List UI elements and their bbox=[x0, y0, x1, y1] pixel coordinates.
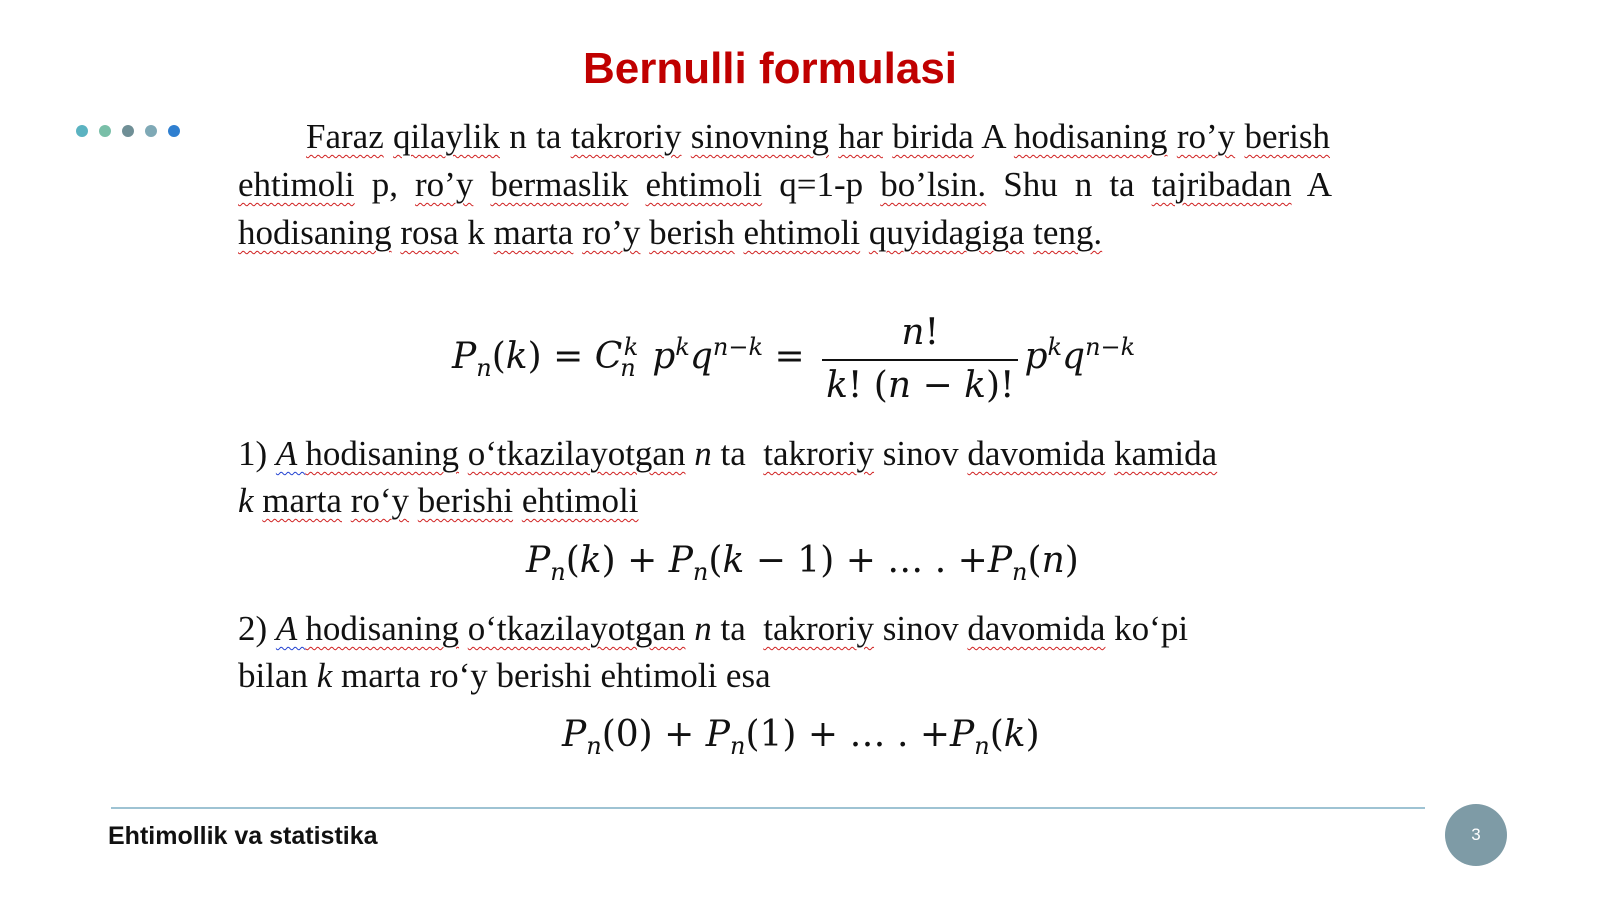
spellcheck-word: Faraz bbox=[306, 117, 384, 156]
formula-rhs: $p^kq^{n-k}$ bbox=[1024, 333, 1136, 377]
dot-4 bbox=[145, 125, 157, 137]
fraction-denominator: k! (n − k)! bbox=[822, 359, 1018, 406]
spellcheck-word: ehtimoli bbox=[743, 213, 861, 252]
item-2-line-1: 2) A hodisaning o‘tkazilayotgan n ta takroriy sinov davomida ko‘pi bbox=[238, 609, 1189, 648]
spellcheck-word: bo’lsin. bbox=[880, 165, 987, 204]
item-2-text bbox=[238, 605, 1338, 699]
spellcheck-word: takroriy bbox=[570, 117, 682, 156]
formula-fraction bbox=[822, 312, 1018, 406]
spellcheck-word: ro’y bbox=[415, 165, 474, 204]
dot-2 bbox=[99, 125, 111, 137]
spellcheck-word: berish bbox=[1244, 117, 1330, 156]
footer-course-title: Ehtimollik va statistika bbox=[108, 822, 378, 850]
item-2-line-2: bilan k marta ro‘y berishi ehtimoli esa bbox=[238, 656, 771, 695]
item-2-formula: $P_n(0) + P_n(1)$ + … . $+P_n(k)$ bbox=[562, 714, 1040, 761]
intro-text: Faraz qilaylik n ta takroriy sinovning har birida A hodisaning ro’y berish ehtimoli p, ro’y bermaslik ehtimoli q=1-p bo’lsin. Shu n ta tajribadan A hodisaning rosa k marta ro’y berish ehtimoli quyidagiga teng. bbox=[238, 117, 1331, 252]
spellcheck-word: ehtimoli bbox=[645, 165, 763, 204]
spellcheck-word: ehtimoli bbox=[238, 165, 355, 204]
spellcheck-word: bermaslik bbox=[490, 165, 629, 204]
spellcheck-word: ro’y bbox=[582, 213, 641, 252]
spellcheck-word: hodisaning bbox=[1013, 117, 1168, 156]
fraction-numerator: n! bbox=[901, 312, 940, 353]
spellcheck-word: marta bbox=[493, 213, 574, 252]
spellcheck-word: ro’y bbox=[1176, 117, 1236, 156]
dot-3 bbox=[122, 125, 134, 137]
spellcheck-word: rosa bbox=[400, 213, 459, 252]
spellcheck-word: hodisaning bbox=[238, 213, 392, 252]
dot-1 bbox=[76, 125, 88, 137]
spellcheck-word: sinovning bbox=[690, 117, 829, 156]
intro-paragraph bbox=[238, 113, 1330, 257]
page-number-badge: 3 bbox=[1445, 804, 1507, 866]
spellcheck-word: teng. bbox=[1033, 213, 1103, 252]
bernoulli-formula bbox=[452, 312, 1135, 406]
item-1-line-2: k marta ro‘y berishi ehtimoli bbox=[238, 481, 639, 520]
item-1-formula: $P_n(k) + P_n(k - 1)$ + … . $+P_n(n)$ bbox=[526, 540, 1079, 587]
formula-lhs: $P_n(k) = C_n^k$ $p^kq^{n-k}$ = bbox=[452, 333, 805, 383]
spellcheck-word: tajribadan bbox=[1151, 165, 1292, 204]
dot-5 bbox=[168, 125, 180, 137]
item-1-text bbox=[238, 430, 1338, 524]
spellcheck-word: quyidagiga bbox=[868, 213, 1025, 252]
spellcheck-word: har bbox=[838, 117, 883, 156]
spellcheck-word: berish bbox=[649, 213, 735, 252]
decorative-dots bbox=[76, 125, 180, 137]
spellcheck-word: qilaylik bbox=[393, 117, 500, 156]
spellcheck-word: birida bbox=[892, 117, 974, 156]
item-1-line-1: 1) A hodisaning o‘tkazilayotgan n ta takroriy sinov davomida kamida bbox=[238, 434, 1218, 473]
slide-title: Bernulli formulasi bbox=[582, 44, 958, 93]
footer-divider bbox=[111, 807, 1425, 809]
